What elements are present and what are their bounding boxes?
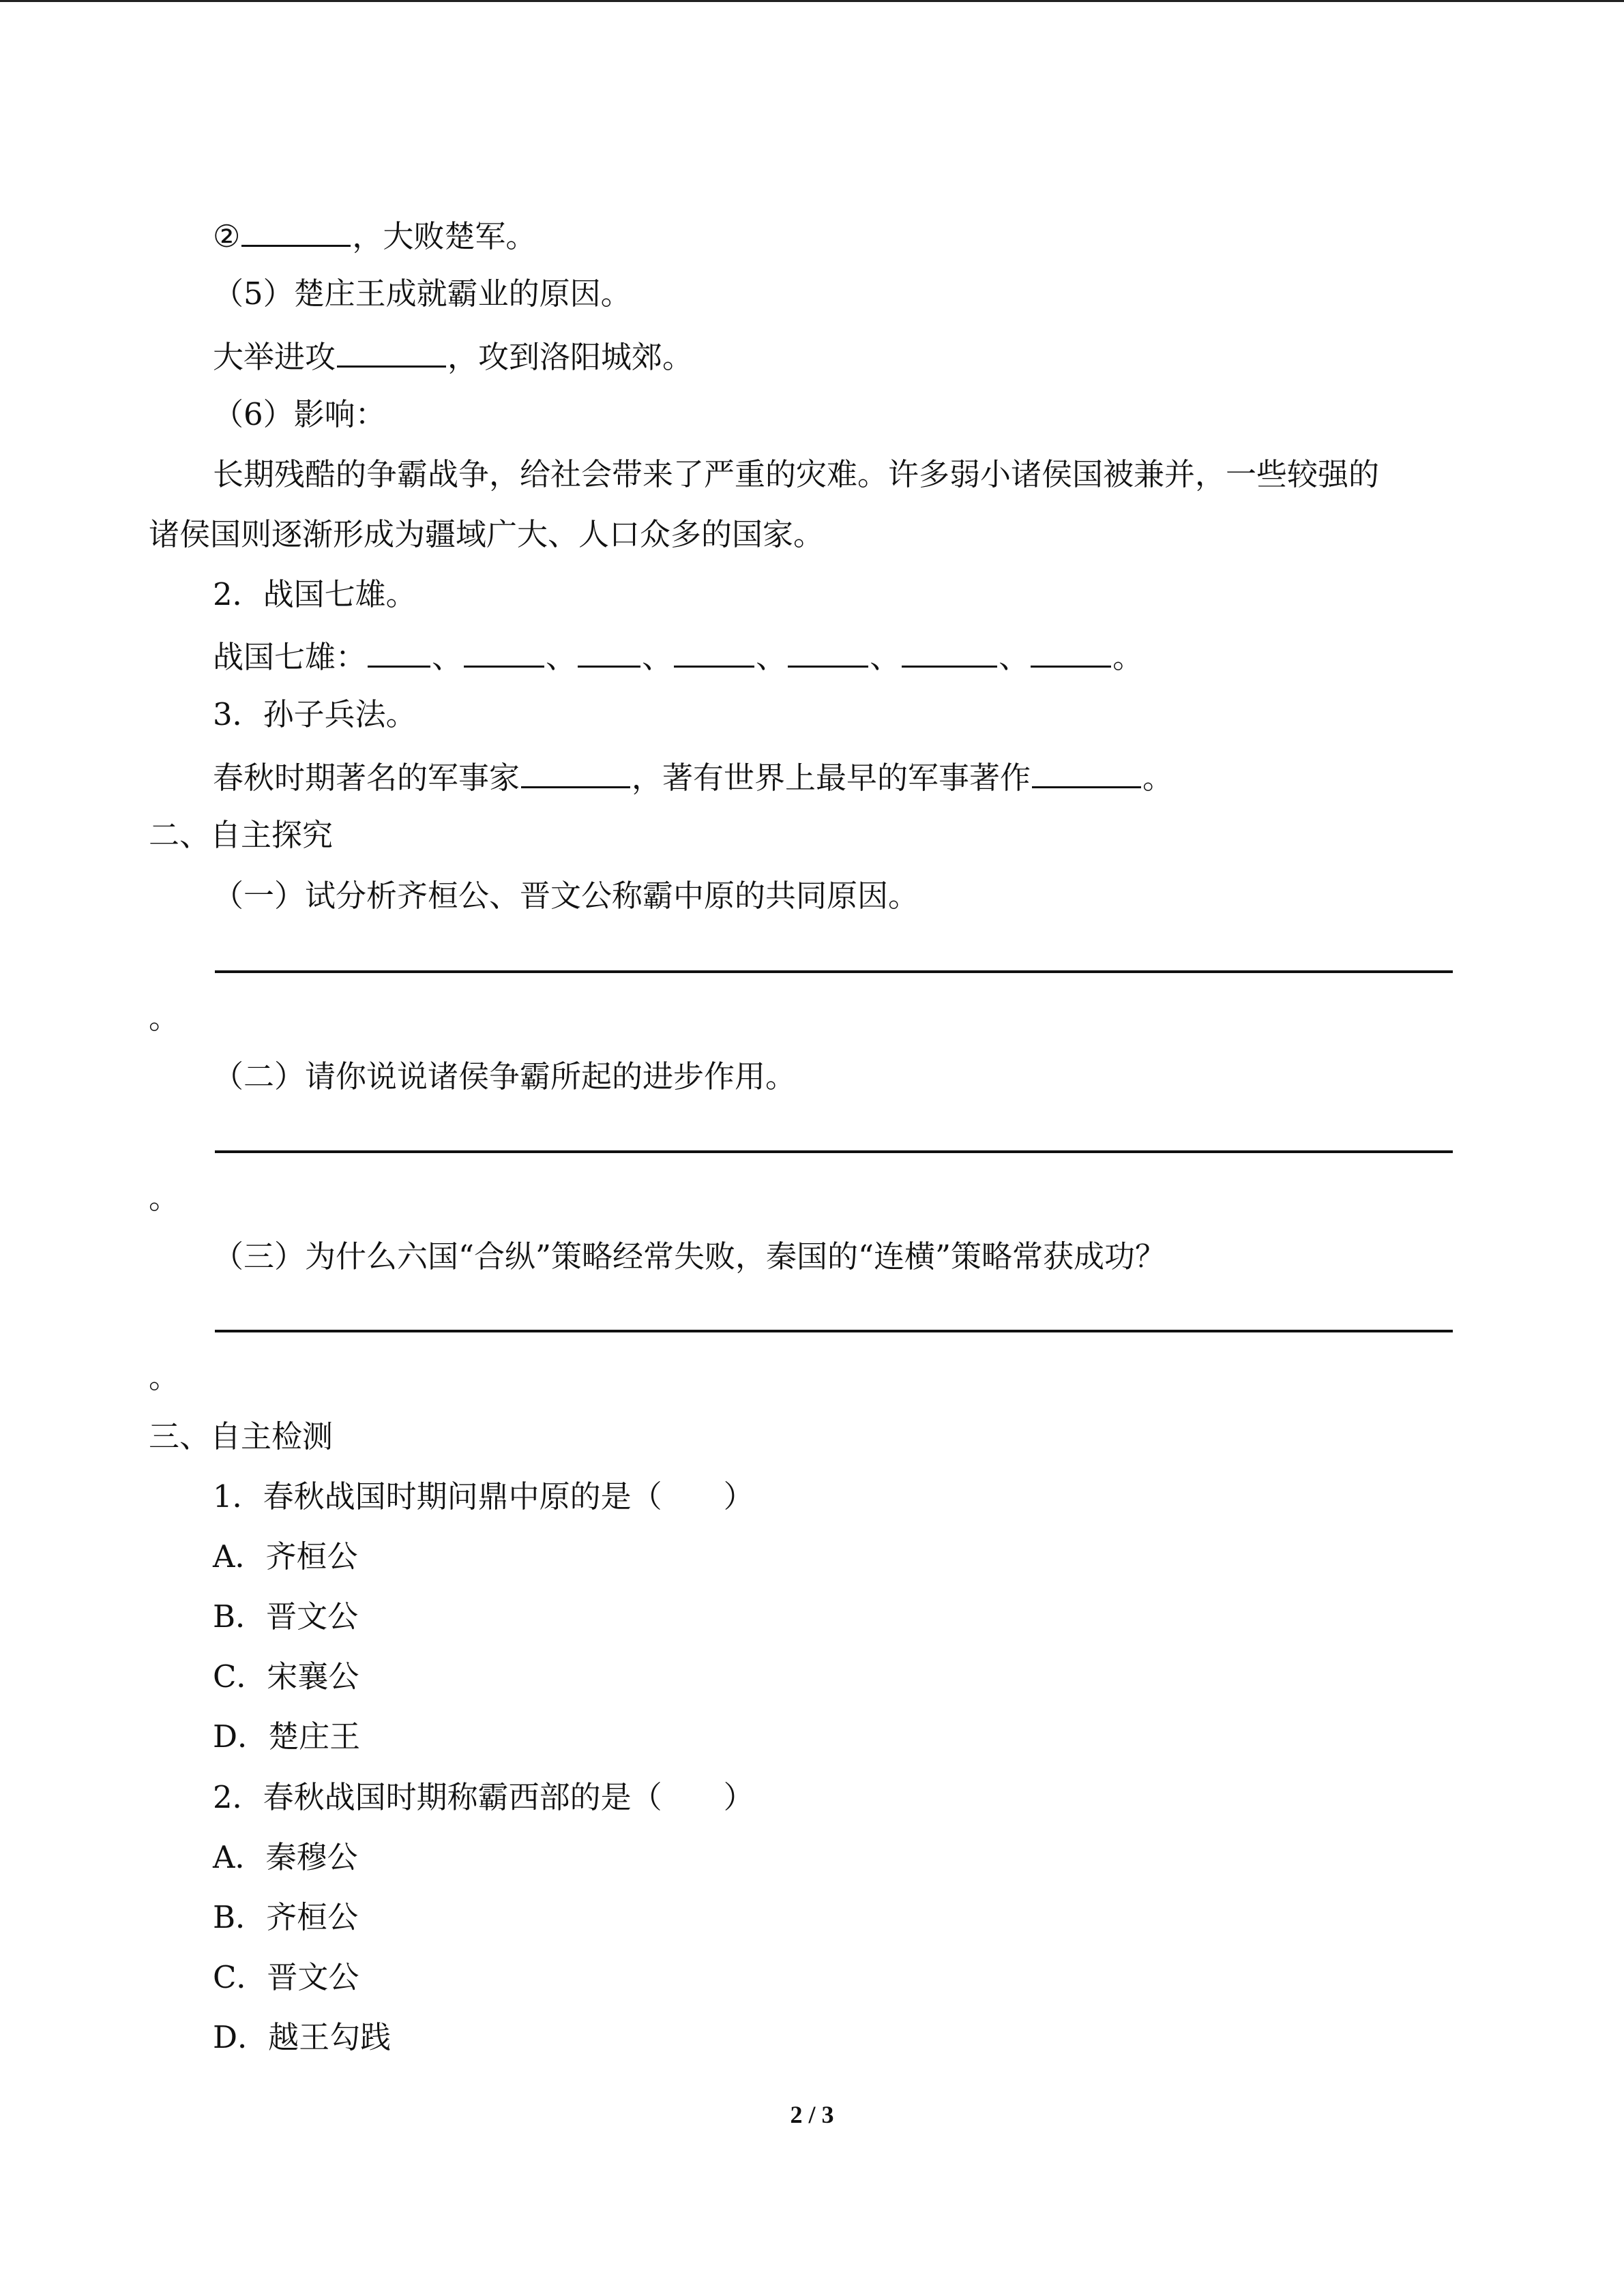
answer-end-mark-1: 。 [149,1000,180,1036]
option-item[interactable]: A．秦穆公 [213,1839,358,1875]
section-heading-test: 三、自主检测 [149,1418,334,1455]
option-item[interactable]: C．宋襄公 [213,1658,359,1695]
page-number: 2 / 3 [790,2101,834,2128]
option-item[interactable]: C．晋文公 [213,1959,359,1995]
fill-line-seven-states: 战国七雄： 、 、 、 、 、 、 。 [213,634,1143,675]
answer-blank[interactable] [788,634,868,668]
subheading-sunzi: 3．孙子兵法。 [213,696,417,732]
answer-blank[interactable] [521,755,630,788]
option-item[interactable]: B．晋文公 [213,1598,359,1635]
question-explore-3: （三）为什么六国“合纵”策略经常失败，秦国的“连横”策略常获成功？ [213,1238,1166,1274]
answer-blank[interactable] [368,634,430,668]
fill-line-sunzi: 春秋时期著名的军事家 ，著有世界上最早的军事著作 。 [213,755,1173,796]
subheading-chu-zhuang: （5）楚庄王成就霸业的原因。 [213,275,632,312]
paragraph-line-1: 长期残酷的争霸战争，给社会带来了严重的灾难。许多弱小诸侯国被兼并，一些较强的 [213,456,1380,492]
answer-line-2[interactable] [215,1150,1453,1153]
option-item[interactable]: D．楚庄王 [213,1718,361,1755]
answer-blank[interactable] [1031,634,1111,668]
answer-blank[interactable] [241,213,351,247]
answer-line-1[interactable] [215,970,1453,973]
page-top-border [0,0,1624,2]
question-explore-2: （二）请你说说诸侯争霸所起的进步作用。 [213,1058,797,1094]
question-explore-1: （一）试分析齐桓公、晋文公称霸中原的共同原因。 [213,878,919,914]
section-heading-explore: 二、自主探究 [149,817,334,853]
fill-line-defeat-chu: ② ，大败楚军。 [213,213,536,254]
option-item[interactable]: A．齐桓公 [213,1538,358,1575]
paragraph-line-2: 诸侯国则逐渐形成为疆域广大、人口众多的国家。 [149,516,825,552]
subheading-influence: （6）影响： [213,396,386,432]
subheading-seven-states: 2．战国七雄。 [213,576,417,612]
answer-blank[interactable] [902,634,997,668]
answer-blank[interactable] [337,334,446,368]
answer-line-3[interactable] [215,1330,1453,1332]
fill-line-attack: 大举进攻 ，攻到洛阳城郊。 [213,334,693,375]
answer-end-mark-2: 。 [149,1180,180,1216]
option-item[interactable]: B．齐桓公 [213,1899,359,1935]
answer-end-mark-3: 。 [149,1359,180,1395]
answer-blank[interactable] [674,634,754,668]
option-item[interactable]: D．越王勾践 [213,2019,392,2055]
answer-blank[interactable] [1032,755,1141,788]
question-test-2: 2．春秋战国时期称霸西部的是（ ） [213,1779,754,1815]
answer-blank[interactable] [464,634,544,668]
question-test-1: 1．春秋战国时期问鼎中原的是（ ） [213,1478,754,1515]
answer-blank[interactable] [578,634,640,668]
